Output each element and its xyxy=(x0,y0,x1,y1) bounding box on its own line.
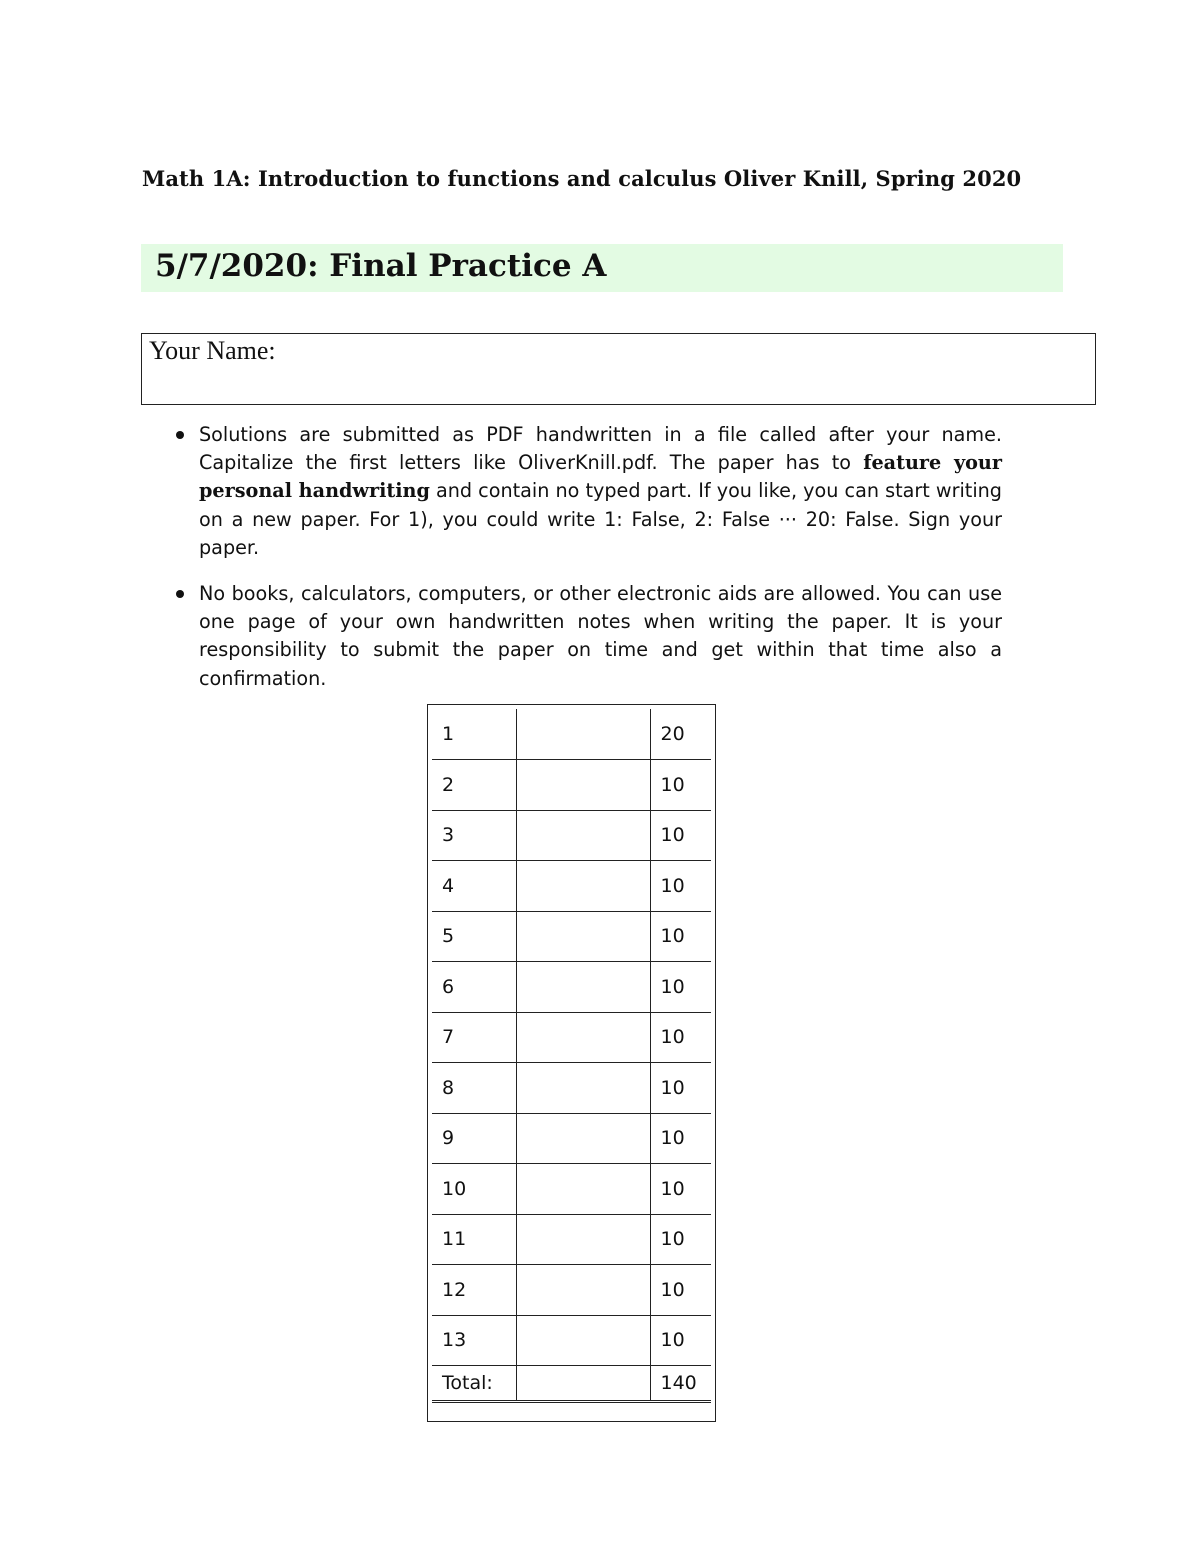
problem-number-cell: 5 xyxy=(432,911,516,962)
score-entry-cell[interactable] xyxy=(516,760,650,811)
instruction-emphasis: feature your personal handwriting xyxy=(199,451,1002,503)
score-entry-cell[interactable] xyxy=(516,1113,650,1164)
problem-number-cell: 13 xyxy=(432,1315,516,1366)
points-cell: 10 xyxy=(650,1063,711,1114)
problem-number-cell: 12 xyxy=(432,1265,516,1316)
title-band xyxy=(141,244,1063,292)
problem-number-cell: 11 xyxy=(432,1214,516,1265)
problem-number-cell: 10 xyxy=(432,1164,516,1215)
points-cell: 140 xyxy=(650,1366,711,1402)
score-row xyxy=(432,810,711,861)
document-title: 5/7/2020: Final Practice A xyxy=(155,248,607,284)
instruction-text: No books, calculators, computers, or other electronic aids are allowed. You can use one page of your own handwritten notes when writing the paper. It is your responsibility to submit the paper on time and get within that time also a confirmation. xyxy=(199,582,1002,690)
course-header: Math 1A: Introduction to functions and calculus Oliver Knill, Spring 2020 xyxy=(142,166,1022,191)
name-label: Your Name: xyxy=(149,336,276,365)
points-cell: 10 xyxy=(650,911,711,962)
problem-number-cell: 9 xyxy=(432,1113,516,1164)
bullet-icon xyxy=(176,590,184,598)
instruction-item xyxy=(172,580,1002,693)
instruction-item xyxy=(172,421,1002,562)
bullet-icon xyxy=(176,431,184,439)
points-cell: 10 xyxy=(650,1164,711,1215)
score-entry-cell[interactable] xyxy=(516,810,650,861)
points-cell: 10 xyxy=(650,810,711,861)
score-row xyxy=(432,1063,711,1114)
score-row xyxy=(432,1113,711,1164)
points-cell: 10 xyxy=(650,760,711,811)
score-row xyxy=(432,1315,711,1366)
score-row xyxy=(432,760,711,811)
points-cell: 10 xyxy=(650,1214,711,1265)
points-cell: 10 xyxy=(650,1012,711,1063)
name-field[interactable] xyxy=(141,333,1096,405)
points-cell: 10 xyxy=(650,1265,711,1316)
score-entry-cell[interactable] xyxy=(516,1315,650,1366)
instructions-list xyxy=(172,421,1002,711)
problem-number-cell: 4 xyxy=(432,861,516,912)
score-entry-cell[interactable] xyxy=(516,1366,650,1402)
score-entry-cell[interactable] xyxy=(516,1012,650,1063)
problem-number-cell: 2 xyxy=(432,760,516,811)
problem-number-cell: 7 xyxy=(432,1012,516,1063)
score-entry-cell[interactable] xyxy=(516,1063,650,1114)
score-total-row xyxy=(432,1366,711,1402)
score-entry-cell[interactable] xyxy=(516,962,650,1013)
score-row xyxy=(432,911,711,962)
instruction-text: and contain no typed part. If you like, you can start writing on a new paper. For 1), you could write 1: False, 2: False ··· 20: False. Sign your paper. xyxy=(199,479,1002,559)
score-row xyxy=(432,1265,711,1316)
score-entry-cell[interactable] xyxy=(516,1265,650,1316)
score-row xyxy=(432,1164,711,1215)
points-cell: 10 xyxy=(650,1113,711,1164)
score-row xyxy=(432,709,711,760)
total-label-cell: Total: xyxy=(432,1366,516,1402)
score-row xyxy=(432,1012,711,1063)
problem-number-cell: 6 xyxy=(432,962,516,1013)
score-entry-cell[interactable] xyxy=(516,1214,650,1265)
points-cell: 10 xyxy=(650,861,711,912)
score-row xyxy=(432,1214,711,1265)
score-entry-cell[interactable] xyxy=(516,709,650,760)
points-cell: 10 xyxy=(650,1315,711,1366)
score-row xyxy=(432,861,711,912)
score-entry-cell[interactable] xyxy=(516,1164,650,1215)
score-table-frame xyxy=(427,704,716,1422)
problem-number-cell: 1 xyxy=(432,709,516,760)
score-entry-cell[interactable] xyxy=(516,861,650,912)
score-row xyxy=(432,962,711,1013)
points-cell: 10 xyxy=(650,962,711,1013)
score-entry-cell[interactable] xyxy=(516,911,650,962)
score-table xyxy=(432,709,711,1403)
instruction-text: Solutions are submitted as PDF handwritten in a file called after your name. Capitalize the first letters like OliverKnill.pdf. The paper has to xyxy=(199,423,1002,475)
problem-number-cell: 8 xyxy=(432,1063,516,1114)
problem-number-cell: 3 xyxy=(432,810,516,861)
points-cell: 20 xyxy=(650,709,711,760)
